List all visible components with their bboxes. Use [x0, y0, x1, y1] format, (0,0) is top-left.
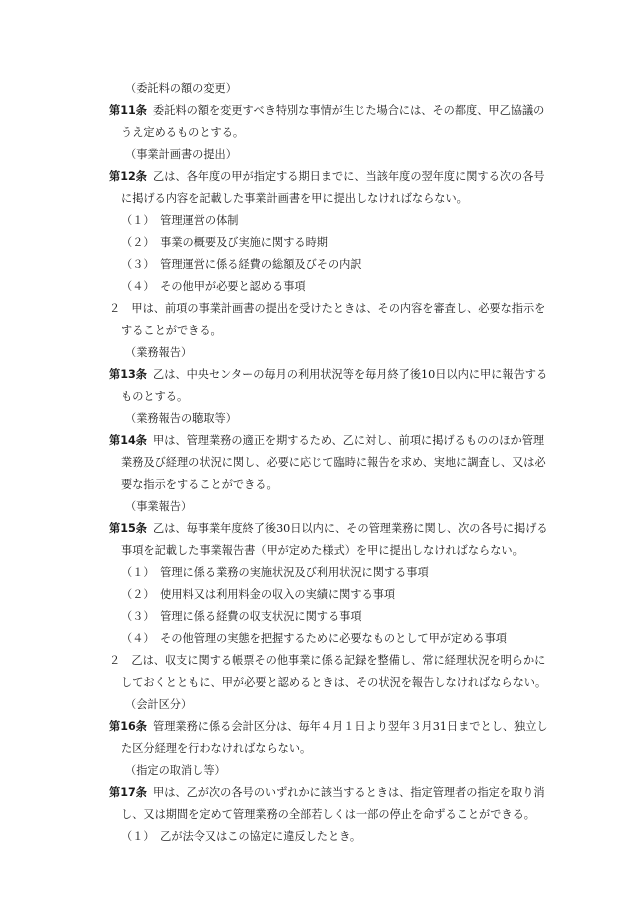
article-17-line-1: 第17条 甲は、乙が次の各号のいずれかに該当するときは、指定管理者の指定を取り消 — [109, 786, 545, 799]
article-11-line-2: うえ定めるものとする。 — [121, 126, 245, 139]
heading-revocation: （指定の取消し等） — [125, 764, 226, 777]
heading-project-report: （事業報告） — [125, 500, 193, 513]
heading-accounting-division: （会計区分） — [125, 698, 193, 711]
article-14-line-2: 業務及び経理の状況に関し、必要に応じて臨時に報告を求め、実地に調査し、又は必 — [121, 456, 546, 469]
article-15-para-2-line-1: ２ 乙は、収支に関する帳票その他事業に係る記録を整備し、常に経理状況を明らかに — [109, 654, 546, 667]
article-number: 第17条 — [109, 786, 147, 799]
article-number: 第16条 — [109, 720, 147, 733]
article-12-line-1: 第12条 乙は、各年度の甲が指定する期日までに、当該年度の翌年度に関する次の各号 — [109, 170, 545, 183]
article-12-para-2-line-1: ２ 甲は、前項の事業計画書の提出を受けたときは、その内容を審査し、必要な指示を — [109, 302, 546, 315]
article-number: 第14条 — [109, 434, 147, 447]
article-15-item-3: （３） 管理に係る経費の収支状況に関する事項 — [121, 610, 362, 623]
heading-commission-change: （委託料の額の変更） — [125, 82, 237, 95]
article-12-item-4: （４） その他甲が必要と認める事項 — [121, 280, 306, 293]
article-11-line-1: 第11条 委託料の額を変更すべき特別な事情が生じた場合には、その都度、甲乙協議の — [109, 104, 545, 117]
article-17-line-2: し、又は期間を定めて管理業務の全部若しくは一部の停止を命ずることができる。 — [121, 808, 535, 821]
article-number: 第11条 — [109, 104, 147, 117]
heading-business-plan: （事業計画書の提出） — [125, 148, 237, 161]
article-15-line-1: 第15条 乙は、毎事業年度終了後30日以内に、その管理業務に関し、次の各号に掲げる — [109, 522, 548, 535]
article-14-line-3: 要な指示をすることができる。 — [121, 478, 278, 491]
article-15-para-2-line-2: しておくとともに、甲が必要と認めるときは、その状況を報告しなければならない。 — [121, 676, 547, 689]
article-15-item-2: （２） 使用料又は利用料金の収入の実績に関する事項 — [121, 588, 396, 601]
article-16-line-1: 第16条 管理業務に係る会計区分は、毎年４月１日より翌年３月31日までとし、独立し — [109, 720, 548, 733]
article-15-item-4: （４） その他管理の実態を把握するために必要なものとして甲が定める事項 — [121, 632, 507, 645]
article-12-item-3: （３） 管理運営に係る経費の総額及びその内訳 — [121, 258, 362, 271]
article-12-item-1: （１） 管理運営の体制 — [121, 214, 239, 227]
heading-report-hearing: （業務報告の聴取等） — [125, 412, 237, 425]
article-16-line-2: た区分経理を行わなければならない。 — [121, 742, 312, 755]
article-15-line-2: 事項を記載した事業報告書（甲が定めた様式）を甲に提出しなければならない。 — [121, 544, 524, 557]
article-14-line-1: 第14条 甲は、管理業務の適正を期するため、乙に対し、前項に掲げるもののほか管理 — [109, 434, 545, 447]
article-number: 第12条 — [109, 170, 147, 183]
article-15-item-1: （１） 管理に係る業務の実施状況及び利用状況に関する事項 — [121, 566, 429, 579]
article-17-item-1: （１） 乙が法令又はこの協定に違反したとき。 — [121, 830, 362, 843]
article-13-line-2: ものとする。 — [121, 390, 189, 403]
article-13-line-1: 第13条 乙は、中央センターの毎月の利用状況等を毎月終了後10日以内に甲に報告する — [109, 368, 548, 381]
article-12-line-2: に掲げる内容を記載した事業計画書を甲に提出しなければならない。 — [121, 192, 468, 205]
article-12-para-2-line-2: することができる。 — [121, 324, 222, 337]
article-number: 第15条 — [109, 522, 147, 535]
article-12-item-2: （２） 事業の概要及び実施に関する時期 — [121, 236, 328, 249]
article-number: 第13条 — [109, 368, 147, 381]
heading-business-report: （業務報告） — [125, 346, 193, 359]
